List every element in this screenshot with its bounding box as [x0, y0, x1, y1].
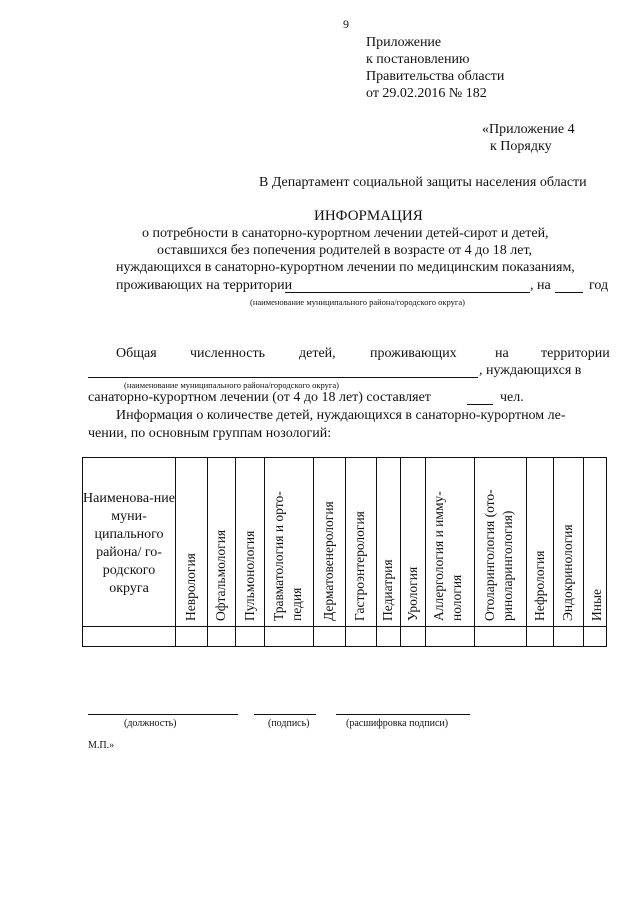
col-divider: [526, 458, 527, 646]
col-divider: [264, 458, 265, 646]
territory-note-2: (наименование муниципального района/городского округа): [124, 380, 339, 390]
subtitle-line-3: нуждающихся в санаторно-курортном лечении по медицинским показаниям,: [116, 260, 575, 275]
col-gastroenterology: Гастроэнтерология: [352, 511, 367, 621]
nosology-table: [82, 457, 607, 647]
col-divider: [400, 458, 401, 646]
col-dermatovenereology: Дерматовенерология: [321, 501, 336, 621]
col-divider: [425, 458, 426, 646]
appendix-line-1: Приложение: [366, 35, 442, 50]
territory-note: (наименование муниципального района/городского округа): [250, 297, 465, 307]
appendix-line-4: от 29.02.2016 № 182: [366, 86, 487, 101]
body-word-5: на: [495, 346, 509, 361]
year-blank: [555, 292, 583, 293]
col-nephrology: Нефрология: [532, 550, 547, 621]
col-urology: Урология: [405, 566, 420, 621]
subtitle-line-4-start: проживающих на территории: [116, 278, 293, 293]
col-divider: [235, 458, 236, 646]
stamp-mark: М.П.»: [88, 740, 115, 751]
col-divider: [313, 458, 314, 646]
col-divider: [553, 458, 554, 646]
col-divider: [376, 458, 377, 646]
row-divider: [83, 626, 606, 627]
appendix4-line-1: «Приложение 4: [482, 122, 575, 137]
subtitle-line-2: оставшихся без попечения родителей в возрасте от 4 до 18 лет,: [157, 243, 533, 258]
col-allergology-l2: нология: [449, 574, 464, 621]
decode-line: [336, 714, 470, 715]
body-word-1: Общая: [116, 346, 157, 361]
decode-caption: (расшифровка подписи): [346, 718, 449, 729]
body-line-2-end: , нуждающихся в: [479, 363, 582, 378]
subtitle-line-1: о потребности в санаторно-курортном лечении детей-сирот и детей,: [142, 226, 549, 241]
page-number: 9: [343, 17, 349, 31]
body-line-4: Информация о количестве детей, нуждающихся в санаторно-курортном ле-: [116, 408, 566, 423]
col-divider: [474, 458, 475, 646]
col-ophthalmology: Офтальмология: [213, 529, 228, 621]
appendix-line-3: Правительства области: [366, 69, 505, 84]
body-word-2: численность: [190, 346, 265, 361]
body-word-3: детей,: [299, 346, 336, 361]
col-divider: [583, 458, 584, 646]
col-divider: [207, 458, 208, 646]
position-line: [88, 714, 238, 715]
territory-blank: [285, 292, 530, 293]
addressee: В Департамент социальной защиты населения области: [259, 175, 587, 190]
signature-line: [254, 714, 316, 715]
count-blank: [467, 404, 493, 405]
document-title: ИНФОРМАЦИЯ: [314, 208, 423, 224]
col-divider: [345, 458, 346, 646]
appendix-line-2: к постановлению: [366, 52, 470, 67]
territory-blank-2: [88, 377, 478, 378]
col-neurology: Неврология: [183, 553, 198, 621]
appendix4-line-2: к Порядку: [490, 139, 552, 154]
signature-caption: (подпись): [268, 718, 310, 729]
col-pulmonology: Пульмонология: [242, 530, 257, 621]
position-caption: (должность): [124, 718, 177, 729]
subtitle-line-4-mid: , на: [530, 278, 551, 293]
col-other: Иные: [589, 588, 604, 621]
subtitle-line-4-end: год: [589, 278, 609, 293]
col-otolaryngology-l1: Отоларингология (ото-: [482, 489, 497, 621]
body-line-3-end: чел.: [500, 390, 524, 405]
col-traumatology-l1: Травматология и орто-: [271, 491, 286, 621]
col-pediatrics: Педиатрия: [380, 559, 395, 621]
body-word-6: территории: [541, 346, 610, 361]
body-line-5: чении, по основным группам нозологий:: [88, 426, 332, 441]
body-line-3-start: санаторно-курортном лечении (от 4 до 18 лет) составляет: [88, 390, 431, 405]
col-otolaryngology-l2: риноларингология): [500, 510, 515, 621]
row-header: Наименова-ние муни-ципального района/ го-родского округа: [83, 491, 175, 596]
col-traumatology-l2: педия: [289, 587, 304, 621]
col-allergology-l1: Аллергология и имму-: [431, 491, 446, 621]
col-divider: [175, 458, 176, 646]
body-word-4: проживающих: [370, 346, 457, 361]
col-endocrinology: Эндокринология: [560, 524, 575, 621]
